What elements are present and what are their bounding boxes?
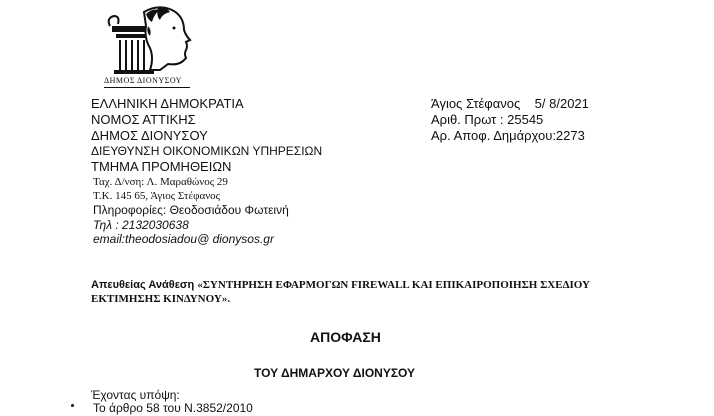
protocol-number: Αριθ. Πρωτ : 25545 [431,112,544,127]
header-postal: Τ.Κ. 145 65, Άγιος Στέφανος [93,190,221,202]
partial-line: Το άρθρο 58 του Ν.3852/2010 [93,401,253,415]
decision-heading: ΑΠΟΦΑΣΗ [310,329,381,345]
subject-title-cont: ΕΚΤΙΜΗΣΗΣ ΚΙΝΔΥΝΟΥ». [91,293,231,305]
subject-title: «ΣΥΝΤΗΡΗΣΗ ΕΦΑΡΜΟΓΩΝ FIREWALL ΚΑΙ ΕΠΙΚΑΙΡΟΠΟΙΗΣΗ ΣΧΕΔΙΟΥ [197,279,590,291]
subject-lead: Απευθείας Ανάθεση [91,279,198,291]
considering-label: Έχοντας υπόψη: [91,388,180,402]
header-department: ΤΜΗΜΑ ΠΡΟΜΗΘΕΙΩΝ [91,159,232,174]
subject-line [91,278,590,292]
header-phone: Τηλ : 2132030638 [93,218,189,232]
header-municipality: ΔΗΜΟΣ ΔΙΟΝΥΣΟΥ [91,128,208,143]
header-info: Πληροφορίες: Θεοδοσιάδου Φωτεινή [93,203,289,217]
subject-line-2 [91,292,230,306]
mayor-heading: ΤΟΥ ΔΗΜΑΡΧΟΥ ΔΙΟΝΥΣΟΥ [254,366,416,380]
municipality-logo [100,4,196,88]
logo-underline [104,87,190,88]
header-address: Ταχ. Δ/νση: Λ. Μαραθώνος 29 [93,176,228,188]
header-directorate: ΔΙΕΥΘΥΝΣΗ ΟΙΚΟΝΟΜΙΚΩΝ ΥΠΗΡΕΣΙΩΝ [91,144,323,158]
dionysos-head-icon [100,4,196,76]
decision-number: Αρ. Αποφ. Δημάρχου:2273 [431,128,585,143]
logo-caption: ΔΗΜΟΣ ΔΙΟΝΥΣΟΥ [104,76,182,85]
place-date: Άγιος Στέφανος 5/ 8/2021 [431,96,589,111]
header-prefecture: ΝΟΜΟΣ ΑΤΤΙΚΗΣ [91,112,196,127]
header-email: email:theodosiadou@ dionysos.gr [93,232,274,246]
header-country: ΕΛΛΗΝΙΚΗ ΔΗΜΟΚΡΑΤΙΑ [91,96,244,111]
